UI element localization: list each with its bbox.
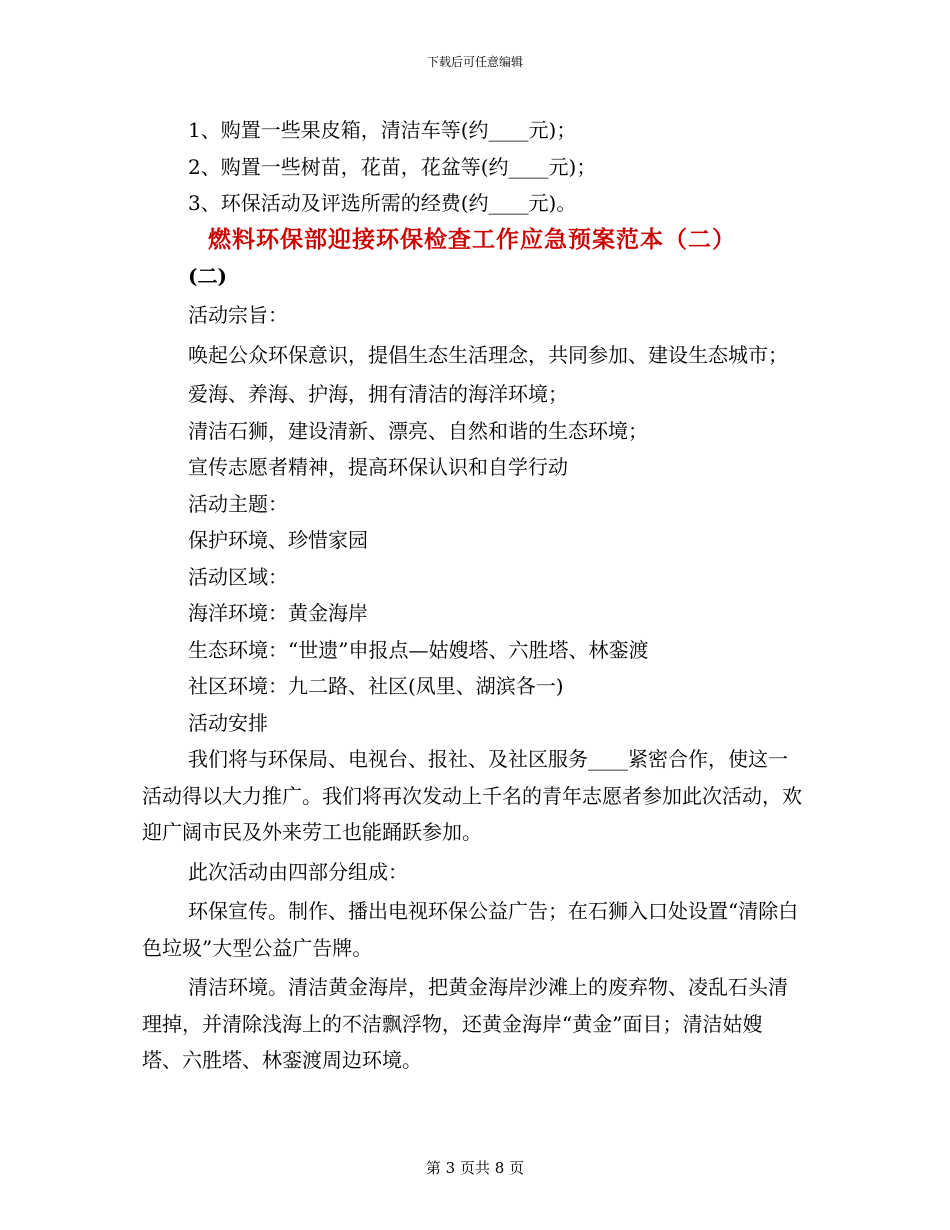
list-item: 1、购置一些果皮箱，清洁车等(约____元)； [188, 118, 577, 142]
paragraph: 爱海、养海、护海，拥有清洁的海洋环境； [188, 382, 568, 406]
paragraph: 唤起公众环保意识，提倡生态生活理念，共同参加、建设生态城市； [188, 342, 788, 367]
paragraph: 活动宗旨： [188, 303, 288, 327]
paragraph: 生态环境：“世遗”申报点—姑嫂塔、六胜塔、林銮渡 [188, 637, 649, 662]
paragraph: 活动区域： [188, 564, 288, 589]
paragraph: 环保宣传。制作、播出电视环保公益广告；在石狮入口处设置“清除白色垃圾”大型公益广告牌。 [142, 899, 799, 960]
list-item: 3、环保活动及评选所需的经费(约____元)。 [188, 191, 577, 215]
paragraph: 我们将与环保局、电视台、报社、及社区服务____紧密合作，使这一活动得以大力推广。我们将再次发动上千名的青年志愿者参加此次活动，欢迎广阔市民及外来劳工也能踊跃参加。 [142, 747, 802, 844]
paragraph: 活动主题： [188, 491, 288, 516]
paragraph: 保护环境、珍惜家园 [188, 528, 368, 552]
paragraph: 清洁环境。清洁黄金海岸，把黄金海岸沙滩上的废弃物、凌乱石头清理掉，并清除浅海上的不洁飘浮物，还黄金海岸“黄金”面目；清洁姑嫂塔、六胜塔、林銮渡周边环境。 [142, 975, 788, 1072]
paragraph: 活动安排 [188, 710, 268, 735]
paragraph: 社区环境：九二路、社区(凤里、湖滨各一) [188, 674, 564, 698]
paragraph: 宣传志愿者精神，提高环保认识和自学行动 [188, 455, 568, 479]
document-body [142, 112, 802, 1079]
paragraph: 清洁石狮，建设清新、漂亮、自然和谐的生态环境； [188, 418, 648, 443]
section-title: 燃料环保部迎接环保检查工作应急预案范本（二） [208, 225, 736, 253]
list-item: 2、购置一些树苗，花苗，花盆等(约____元)； [188, 154, 597, 179]
page-footer: 第 3 页共 8 页 [425, 1159, 525, 1177]
page-header: 下载后可任意编辑 [426, 55, 523, 69]
section-subtitle: (二) [188, 263, 227, 288]
paragraph: 海洋环境：黄金海岸 [188, 601, 368, 625]
paragraph: 此次活动由四部分组成： [188, 859, 408, 884]
